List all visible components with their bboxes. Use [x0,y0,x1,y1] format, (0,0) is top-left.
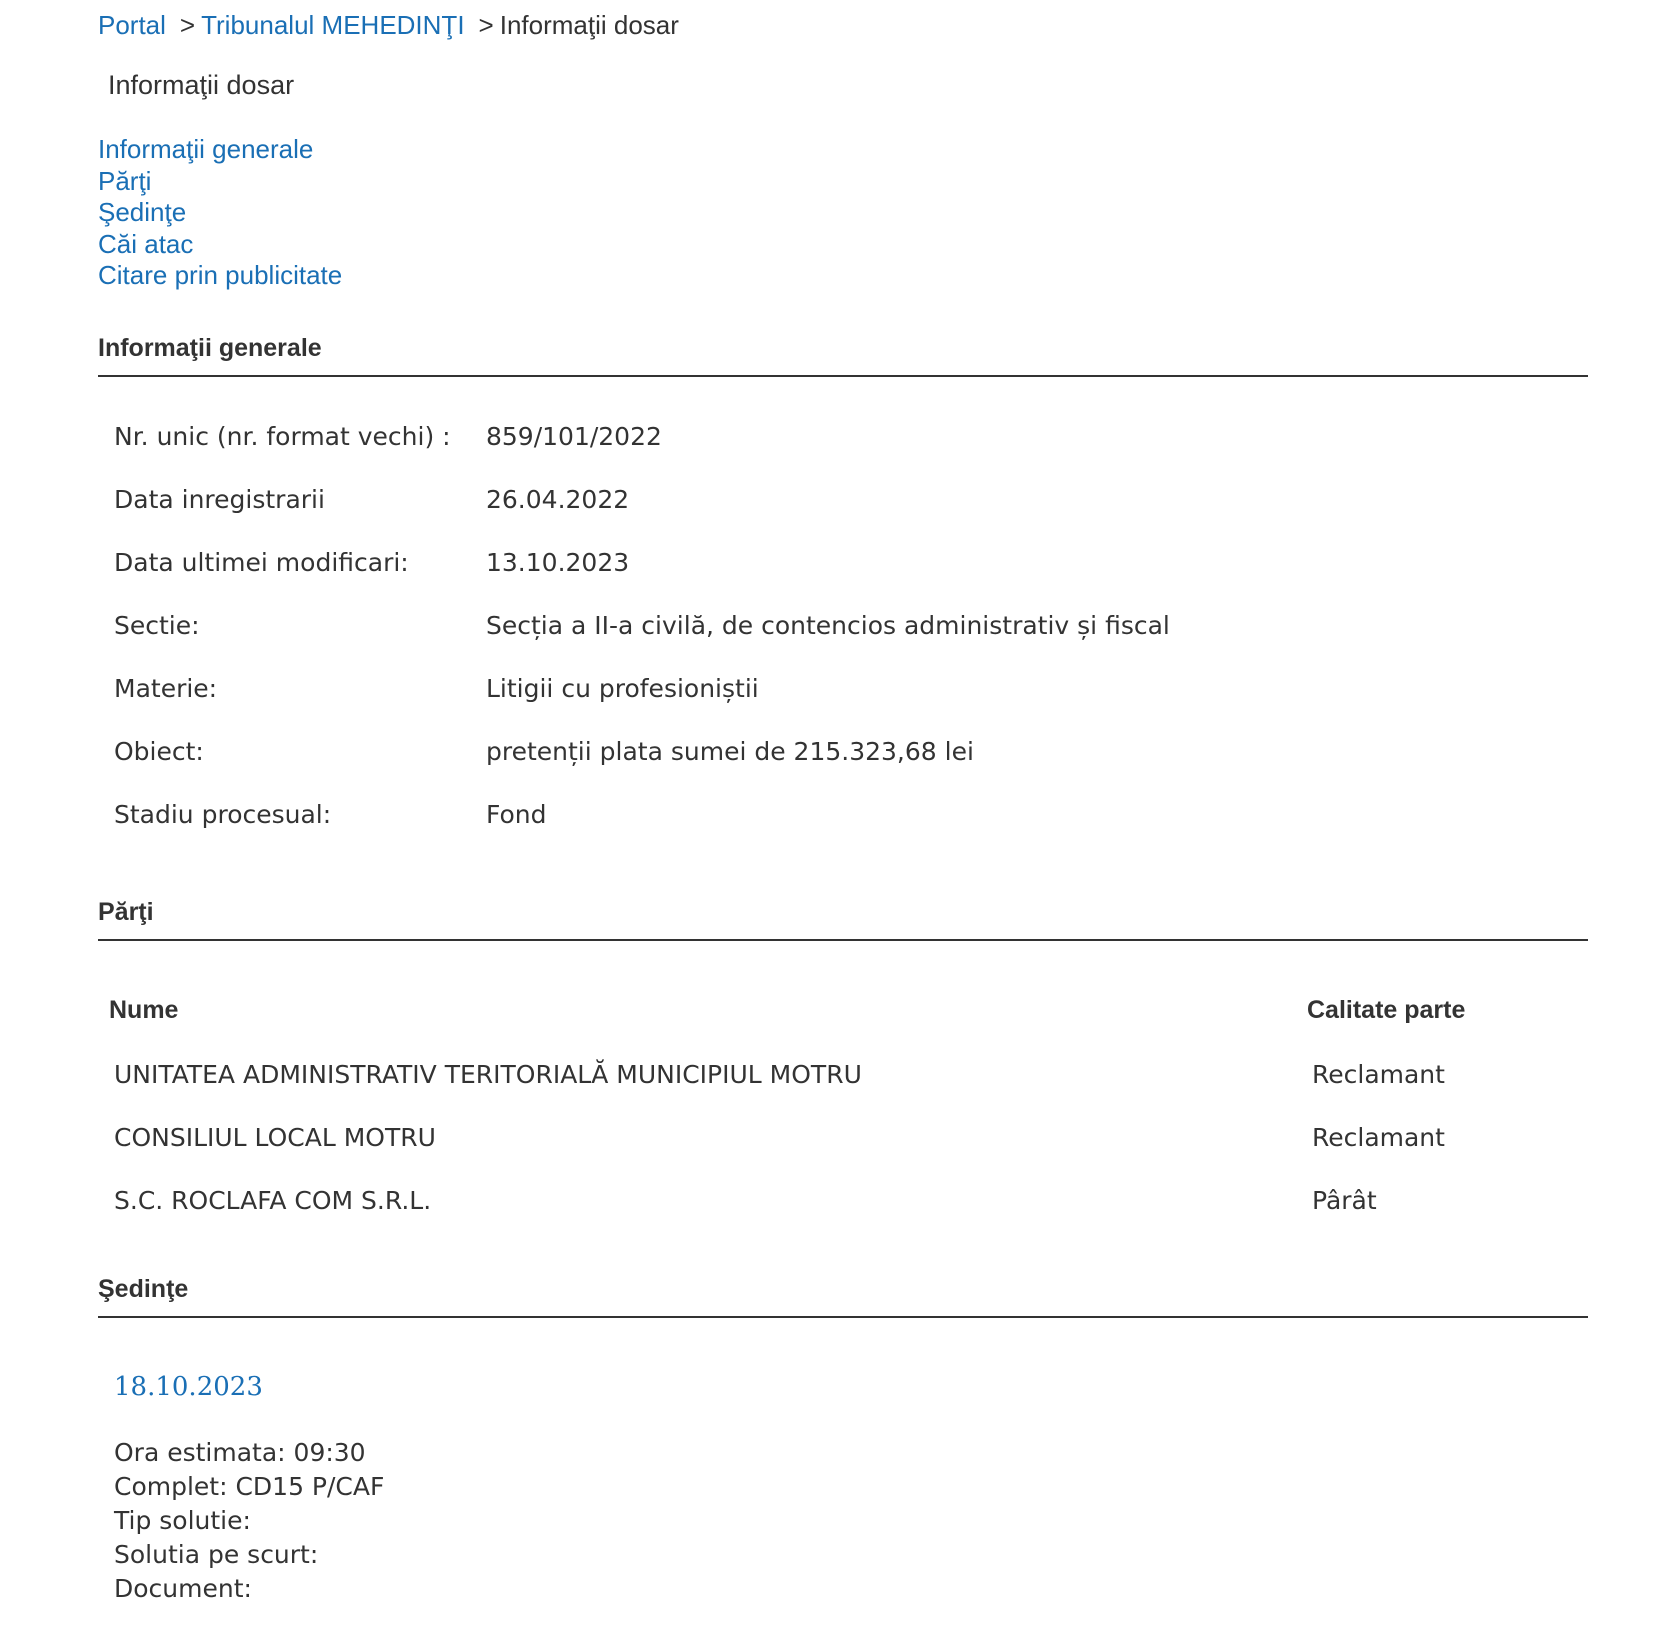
toc-link-informatii-generale[interactable]: Informaţii generale [98,134,314,164]
party-name: S.C. ROCLAFA COM S.R.L. [114,1186,432,1215]
info-value: Fond [486,800,547,829]
hearing-details [114,1436,384,1606]
section-title-informatii-generale: Informaţii generale [98,334,1588,377]
party-role: Reclamant [1312,1060,1445,1089]
info-value: Litigii cu profesioniștii [486,674,759,703]
section-title-sedinte: Şedinţe [98,1275,1588,1318]
parti-column-header-name: Nume [109,996,179,1024]
party-name: UNITATEA ADMINISTRATIV TERITORIALĂ MUNICIPIUL MOTRU [114,1060,862,1089]
info-label: Materie: [114,674,218,703]
section-title-parti: Părţi [98,898,1588,941]
toc-link-cai-atac[interactable]: Căi atac [98,228,194,259]
info-label: Stadiu procesual: [114,800,332,829]
info-value: 13.10.2023 [486,548,630,577]
info-value: 859/101/2022 [486,422,662,451]
toc-link-sedinte[interactable]: Şedinţe [98,197,187,227]
breadcrumb-court-link[interactable]: Tribunalul MEHEDINŢI [201,10,465,40]
hearing-detail-estimated-time: Ora estimata: 09:30 [114,1438,366,1467]
hearing-date: 18.10.2023 [114,1372,263,1402]
breadcrumb-portal-link[interactable]: Portal [98,10,166,40]
parti-column-header-role: Calitate parte [1307,996,1466,1024]
info-label: Nr. unic (nr. format vechi) : [114,422,451,451]
hearing-detail-document: Document: [114,1574,252,1603]
table-row [114,1060,1584,1123]
info-value: Secția a II-a civilă, de contencios administrativ și fiscal [486,611,1170,640]
hearing-detail-solution-summary: Solutia pe scurt: [114,1540,319,1569]
party-role: Pârât [1312,1186,1377,1215]
table-row [114,1186,1584,1249]
info-label: Obiect: [114,737,204,766]
toc-link-citare-prin-publicitate[interactable]: Citare prin publicitate [98,260,343,290]
breadcrumb-separator: > [478,10,494,40]
hearing-detail-solution-type: Tip solutie: [114,1506,251,1535]
breadcrumb [98,10,679,41]
parti-table [114,1060,1584,1249]
info-value: pretenții plata sumei de 215.323,68 lei [486,737,974,766]
breadcrumb-separator: > [179,10,196,40]
breadcrumb-current: Informaţii dosar [499,10,679,40]
info-label: Sectie: [114,611,200,640]
info-label: Data inregistrarii [114,485,325,514]
info-label: Data ultimei modificari: [114,548,409,577]
hearing-detail-panel: Complet: CD15 P/CAF [114,1472,385,1501]
toc-link-parti[interactable]: Părţi [98,165,152,196]
table-row [114,1123,1584,1186]
page-title: Informaţii dosar [108,70,295,100]
party-name: CONSILIUL LOCAL MOTRU [114,1123,436,1152]
table-of-contents [98,134,342,292]
info-value: 26.04.2022 [486,485,630,514]
party-role: Reclamant [1312,1123,1445,1152]
